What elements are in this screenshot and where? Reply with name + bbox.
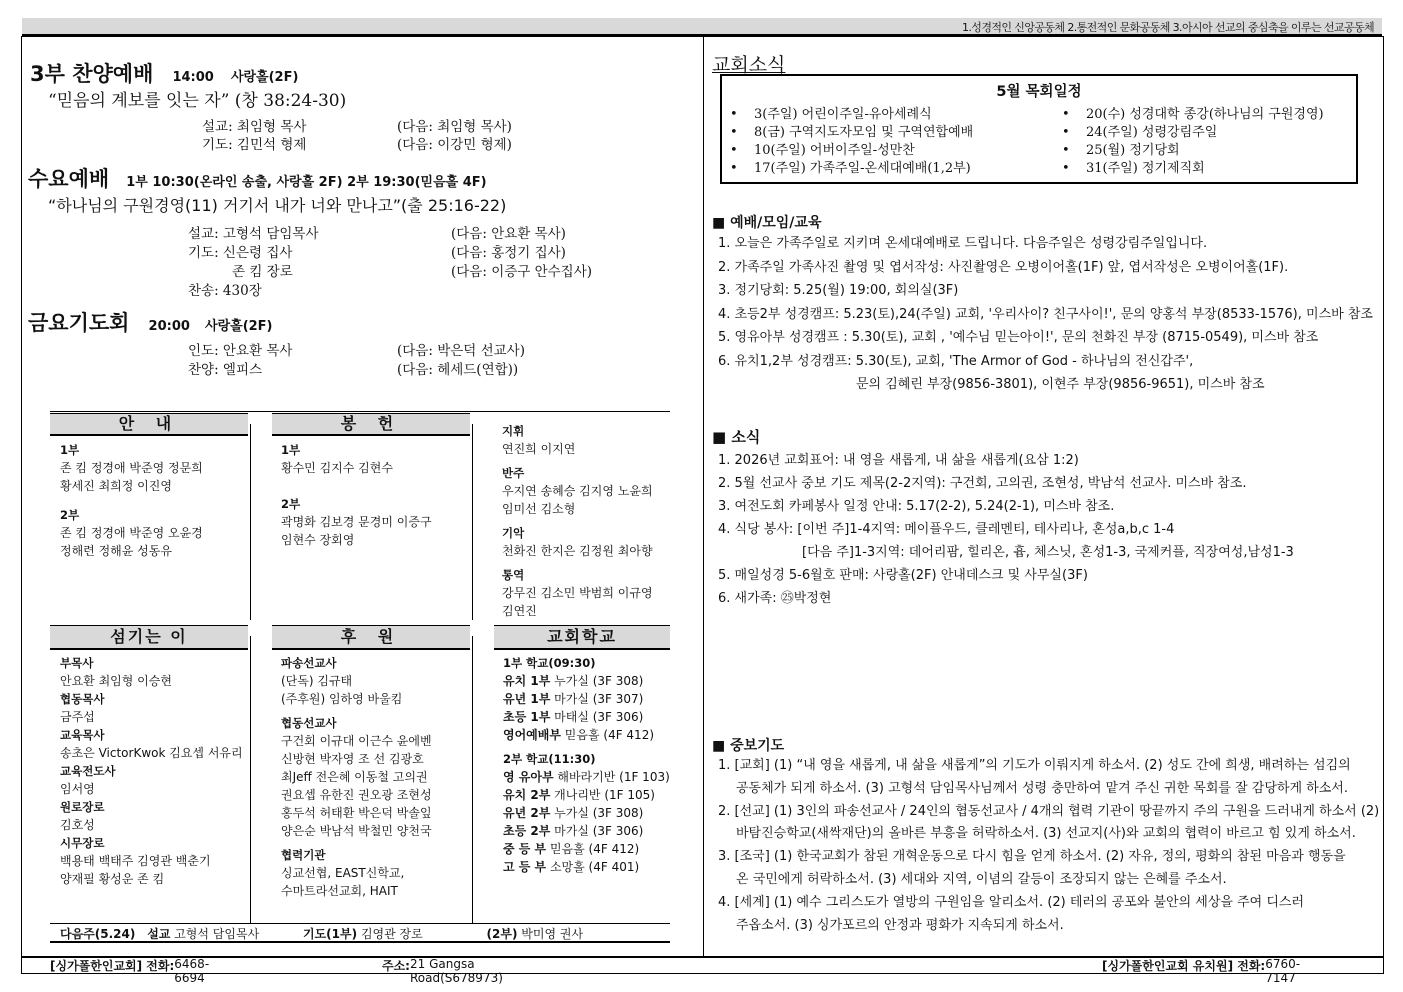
- school-dept: 고 등 부: [503, 860, 547, 874]
- support-line: 최Jeff 전은혜 이동철 고의권: [281, 770, 428, 784]
- next-week-sermon: 고형석 담임목사: [174, 927, 260, 941]
- music-line: 강무진 김소민 박범희 이규영: [502, 586, 653, 600]
- worship3-preacher-next: (다음: 최임형 목사): [397, 119, 512, 135]
- wednesday-sermon-title: “하나님의 구원경영(11) 거기서 내가 너와 만나고”(출 25:16-22): [48, 196, 507, 215]
- school-room: 믿음홀 (4F 412): [564, 728, 655, 742]
- worship-section-item: 6. 유치1,2부 성경캠프: 5.30(토), 교회, 'The Armor of God - 하나님의 전신갑주',: [718, 353, 1194, 369]
- notice-item: 5. 매일성경 5-6월호 판매: 사랑홀(2F) 안내데스크 및 사무실(3F): [718, 568, 1088, 583]
- worship-section-item: 1. 오늘은 가족주일로 지키며 온세대예배로 드립니다. 다음주일은 성령강림주일입니다.: [718, 236, 1208, 251]
- next-week-bottom-rule: [50, 941, 670, 943]
- offering-line: 임현수 장회영: [281, 533, 355, 547]
- servants-group-label: 교육전도사: [60, 764, 116, 778]
- schedule-left: [754, 106, 973, 178]
- music-line: 김연진: [502, 604, 537, 618]
- notices-title: ■ 소식: [712, 428, 761, 446]
- support-line: (주후원) 임하영 바울킴: [281, 692, 403, 706]
- offering-group-label: 2부: [281, 497, 301, 511]
- worship3-time: 14:00: [172, 70, 214, 85]
- kinder-phone-label: [싱가폴한인교회 유치원] 전화:: [1102, 959, 1266, 973]
- worship-section-item: 2. 가족주일 가족사진 촬영 및 엽서작성: 사진촬영은 오병이어홀(1F) 앞, 엽서작성은 오병이어홀(1F).: [718, 259, 1289, 275]
- school-row: [503, 690, 673, 708]
- school-title: 교회학교: [547, 627, 617, 646]
- music-group-label: 지휘: [502, 424, 525, 438]
- schedule-item: • 24(주일) 성령강림주일: [1086, 124, 1324, 142]
- intercession-item: 3. [조국] (1) 한국교회가 참된 개혁운동으로 다시 힘을 얻게 하소서. (2) 자유, 정의, 평화의 참된 마음과 행동을: [718, 849, 1346, 865]
- schedule-item: • 17(주일) 가족주일-온세대예배(1,2부): [754, 160, 973, 178]
- music-group-label: 통역: [502, 568, 525, 582]
- servants-line: 송초은 VictorKwok 김요셉 서유리: [60, 746, 243, 760]
- school-room: 소망홀 (4F 401): [549, 860, 640, 874]
- support-line: 신방현 박자영 조 선 김광호: [281, 752, 424, 766]
- church-contact: [50, 957, 210, 985]
- intercession-title: ■ 중보기도: [712, 738, 785, 754]
- friday-leader: 인도: 안요환 목사: [188, 343, 293, 359]
- offering-group-label: 1부: [281, 443, 301, 457]
- school-dept: 유치 2부: [503, 788, 551, 802]
- staff-col-line-1: [250, 424, 251, 620]
- intercession-list: [718, 755, 1379, 937]
- worship3-title: 3부 찬양예배: [30, 62, 154, 86]
- staff-col-line-3: [250, 636, 251, 923]
- offering-list: [281, 441, 466, 549]
- schedule-item: • 8(금) 구역지도자모임 및 구역연합예배: [754, 124, 973, 142]
- servants-line: 안요환 최임형 이승현: [60, 674, 172, 688]
- wednesday-preacher: 설교: 고형석 담임목사: [188, 226, 319, 242]
- school-room: 누가실 (3F 308): [554, 674, 644, 688]
- schedule-item: • 10(주일) 어버이주일-성만찬: [754, 142, 973, 160]
- school-room: 해바라기반 (1F 103): [557, 770, 670, 784]
- servants-group-label: 원로장로: [60, 800, 105, 814]
- next-week-prayer1: 김영관 장로: [360, 927, 423, 941]
- guide-header: [50, 413, 248, 436]
- music-line: 임미선 김소형: [502, 502, 576, 516]
- wednesday-times: 1부 10:30(온라인 송출, 사랑홀 2F) 2부 19:30(믿음홀 4F): [126, 175, 487, 190]
- friday-heading: [28, 307, 273, 337]
- notice-item: 3. 여전도회 카페봉사 일정 안내: 5.17(2-2), 5.24(2-1), 미스바 참조.: [718, 499, 1115, 514]
- servants-line: 김호성: [60, 818, 95, 832]
- worship-section-item: 문의 김혜린 부장(9856-3801), 이현주 부장(9856-9651), 미스바 참조: [856, 377, 1265, 392]
- wednesday-title: 수요예배: [28, 167, 110, 191]
- offering-line: 황수민 김지수 김현수: [281, 461, 393, 475]
- servants-line: 임서영: [60, 782, 95, 796]
- kinder-phone: 6760-7147: [1265, 957, 1301, 985]
- school-dept: 영 유아부: [503, 770, 554, 784]
- guide-line: 존 킴 정경애 박준영 오윤경: [60, 526, 203, 540]
- footer-bar: [21, 956, 1384, 985]
- worship3-place: 사랑홀(2F): [230, 70, 299, 85]
- support-line: 권요셉 유한진 권오광 조현성: [281, 788, 432, 802]
- school-row: [503, 804, 673, 822]
- next-week-bar: [60, 925, 583, 942]
- music-group-label: 반주: [502, 466, 525, 480]
- column-divider: [703, 36, 704, 956]
- music-group-label: 기악: [502, 526, 525, 540]
- wednesday-prayer2: 존 킴 장로: [232, 264, 293, 280]
- servants-group-label: 시무장로: [60, 836, 105, 850]
- school-dept: 유년 2부: [503, 806, 551, 820]
- schedule-right: [1086, 106, 1324, 178]
- wednesday-hymn: 찬송: 430장: [188, 283, 262, 299]
- offering-line: 곽명화 김보경 문경미 이증구: [281, 515, 432, 529]
- support-line: 양은순 박남석 박철민 양천국: [281, 824, 432, 838]
- worship-section-list: [718, 232, 1373, 397]
- school-row: [503, 840, 673, 858]
- kinder-contact: [1102, 957, 1301, 985]
- worship3-prayer-next: (다음: 이강민 형제): [397, 137, 512, 153]
- music-line: 천화진 한지은 김정원 최아향: [502, 544, 653, 558]
- next-week-top-rule: [50, 923, 670, 924]
- school-row: [503, 726, 673, 744]
- school-room: 마가실 (3F 307): [554, 692, 644, 706]
- friday-time: 20:00: [148, 319, 190, 334]
- school-list: [503, 654, 673, 876]
- school-dept: 초등 2부: [503, 824, 551, 838]
- support-line: 홍두석 허태환 박은덕 박솔잎: [281, 806, 432, 820]
- school-room: 누가실 (3F 308): [554, 806, 644, 820]
- worship3-sermon-title: “믿음의 계보를 잇는 자” (창 38:24-30): [48, 91, 347, 111]
- notice-item: 6. 새가족: ㉕박정현: [718, 591, 832, 606]
- address: [382, 957, 503, 985]
- support-group-label: 협력기관: [281, 848, 326, 862]
- intercession-item: 1. [교회] (1) “내 영을 새롭게, 내 삶을 새롭게”의 기도가 이뤄지게 하소서. (2) 성도 간에 희생, 배려하는 섬김의: [718, 758, 1351, 773]
- guide-group-label: 2부: [60, 508, 80, 522]
- intercession-item: 바탐진승학교(새싹재단)의 올바른 부흥을 허락하소서. (3) 선교지(사)와 교회의 협력이 바르고 힘 있게 하소서.: [736, 826, 1356, 842]
- friday-title: 금요기도회: [28, 311, 130, 335]
- school-dept: 중 등 부: [503, 842, 547, 856]
- friday-place: 사랑홀(2F): [205, 319, 273, 334]
- next-week-prayer1-label: 기도(1부): [303, 927, 358, 941]
- notice-item: 1. 2026년 교회표어: 내 영을 새롭게, 내 삶을 새롭게(요삼 1:2): [718, 453, 1079, 468]
- school-row: [503, 672, 673, 690]
- worship3-preacher: 설교: 최임형 목사: [202, 119, 307, 135]
- worship-section-item: 5. 영유아부 성경캠프 : 5.30(토), 교회 , '예수님 믿는아이!', 문의 천화진 부장 (8715-0549), 미스바 참조: [718, 330, 1319, 345]
- servants-header: [50, 625, 248, 650]
- support-header: [272, 625, 470, 650]
- guide-list: [60, 441, 245, 560]
- school-room: 개나리반 (1F 105): [554, 788, 655, 802]
- next-week-prayer2: 박미영 권사: [521, 927, 584, 941]
- guide-line: 존 킴 정경애 박준영 정문희: [60, 461, 203, 475]
- offering-title: 봉 헌: [340, 414, 402, 433]
- school-row: [503, 822, 673, 840]
- worship-section-item: 3. 정기당회: 5.25(월) 19:00, 회의실(3F): [718, 283, 959, 298]
- intercession-item: 주옵소서. (3) 싱가포르의 안정과 평화가 지속되게 하소서.: [736, 917, 1064, 933]
- support-line: (단독) 김규태: [281, 674, 353, 688]
- offering-header: [272, 413, 470, 436]
- wednesday-prayer2-next: (다음: 이증구 안수집사): [451, 264, 593, 280]
- friday-praise: 찬양: 엘피스: [188, 362, 263, 378]
- support-group-label: 협동선교사: [281, 716, 337, 730]
- friday-praise-next: (다음: 헤세드(연합)): [397, 362, 519, 378]
- school-dept: 유치 1부: [503, 674, 551, 688]
- schedule-item: • 3(주일) 어린이주일-유아세례식: [754, 106, 973, 124]
- intercession-item: 4. [세계] (1) 예수 그리스도가 열방의 구원임을 알리소서. (2) 테러의 공포와 불안의 세상을 주여 디스러: [718, 894, 1305, 910]
- worship3-heading: [30, 58, 298, 88]
- next-week-label: 다음주(5.24): [60, 927, 136, 941]
- school-dept: 유년 1부: [503, 692, 551, 706]
- schedule-item: • 20(수) 성경대학 종강(하나님의 구원경영): [1086, 106, 1324, 124]
- staff-col-line-2: [472, 424, 473, 620]
- school-header: [494, 625, 670, 650]
- support-line: 싱교선협, EAST신학교,: [281, 866, 405, 880]
- wednesday-preacher-next: (다음: 안요환 목사): [451, 226, 566, 242]
- guide-line: 정해련 정해윤 성동유: [60, 544, 172, 558]
- servants-line: 백용태 백태주 김영관 백춘기: [60, 854, 211, 868]
- worship-section-title: ■ 예배/모임/교육: [712, 215, 822, 231]
- servants-group-label: 협동목사: [60, 692, 105, 706]
- servants-title: 섬기는 이: [110, 627, 188, 646]
- school-part1-label: 1부 학교(09:30): [503, 656, 596, 670]
- school-room: 마태실 (3F 306): [554, 710, 644, 724]
- worship-section-item: 4. 초등2부 성경캠프: 5.23(토),24(주일) 교회, '우리사이? 친구사이!', 문의 양홍석 부장(8533-1576), 미스바 참조: [718, 306, 1373, 322]
- school-row: [503, 858, 673, 876]
- guide-group-label: 1부: [60, 443, 80, 457]
- music-list: [502, 422, 672, 620]
- church-phone: 6468-6694: [174, 957, 210, 985]
- school-row: [503, 708, 673, 726]
- support-line: 구건회 이규대 이근수 윤에벤: [281, 734, 432, 748]
- notices-list: [718, 449, 1294, 610]
- support-group-label: 파송선교사: [281, 656, 337, 670]
- music-line: 우지연 송혜승 김지영 노윤희: [502, 484, 653, 498]
- church-tagline: 1.성경적인 신앙공동체 2.통전적인 문화공동체 3.아시아 선교의 중심축을 이루는 선교공동체: [962, 21, 1374, 34]
- notice-item: [다음 주]1-3지역: 데어리팜, 힐리온, 흄, 체스닛, 혼성1-3, 국제커플, 직장여성,남성1-3: [802, 545, 1294, 560]
- support-line: 수마트라선교회, HAIT: [281, 884, 398, 898]
- wednesday-prayer: 기도: 신은령 집사: [188, 245, 293, 261]
- support-list: [281, 654, 471, 900]
- servants-group-label: 교육목사: [60, 728, 105, 742]
- servants-line: 금주섭: [60, 710, 95, 724]
- next-week-prayer2-label: (2부): [486, 927, 518, 941]
- school-room: 믿음홀 (4F 412): [549, 842, 640, 856]
- intercession-item: 온 국민에게 허락하소서. (3) 세대와 지역, 이념의 갈등이 조장되지 않는 은혜를 주소서.: [736, 871, 1227, 887]
- worship3-prayer: 기도: 김민석 형제: [202, 137, 307, 153]
- address-value: 21 Gangsa Road(S678973): [409, 957, 503, 985]
- school-dept: 영어예배부: [503, 728, 561, 742]
- school-row: [503, 786, 673, 804]
- school-room: 마가실 (3F 306): [554, 824, 644, 838]
- staff-col-line-4: [472, 636, 473, 923]
- news-title: 교회소식: [712, 54, 786, 76]
- schedule-item: • 31(주일) 정기제직회: [1086, 160, 1324, 178]
- school-part2-label: 2부 학교(11:30): [503, 752, 596, 766]
- guide-title: 안 내: [118, 414, 180, 433]
- schedule-box: [720, 74, 1358, 184]
- guide-line: 황세진 최희정 이진영: [60, 479, 172, 493]
- address-label: 주소:: [382, 959, 410, 973]
- school-dept: 초등 1부: [503, 710, 551, 724]
- notice-item: 4. 식당 봉사: [이번 주]1-4지역: 메이플우드, 클레멘티, 테사리나, 혼성a,b,c 1-4: [718, 522, 1175, 537]
- intercession-item: 공동체가 되게 하소서. (3) 고형석 담임목사님께서 성령 충만하여 맡겨 주신 귀한 목회를 잘 감당하게 하소서.: [736, 780, 1348, 796]
- friday-leader-next: (다음: 박은덕 선교사): [397, 343, 525, 359]
- servants-list: [60, 654, 245, 888]
- wednesday-heading: [28, 163, 487, 193]
- schedule-title: 5월 목회일정: [996, 84, 1082, 100]
- staff-top-rule: [50, 411, 670, 412]
- servants-line: 양재필 황성운 존 킴: [60, 872, 165, 886]
- notice-item: 2. 5월 선교사 중보 기도 제목(2-2지역): 구건회, 고의권, 조현성, 박남석 선교사. 미스바 참조.: [718, 476, 1247, 491]
- school-row: [503, 768, 673, 786]
- music-line: 연진희 이지연: [502, 442, 576, 456]
- servants-group-label: 부목사: [60, 656, 94, 670]
- intercession-item: 2. [선교] (1) 3인의 파송선교사 / 24인의 협동선교사 / 4개의 협력 기관이 땅끝까지 주의 구원을 드러내게 하소서 (2): [718, 803, 1380, 819]
- church-phone-label: [싱가폴한인교회] 전화:: [50, 959, 175, 973]
- schedule-item: • 25(월) 정기당회: [1086, 142, 1324, 160]
- next-week-sermon-label: 설교: [147, 927, 171, 941]
- header-bar: [22, 18, 1382, 36]
- wednesday-prayer-next: (다음: 홍정기 집사): [451, 245, 566, 261]
- support-title: 후 원: [340, 627, 402, 646]
